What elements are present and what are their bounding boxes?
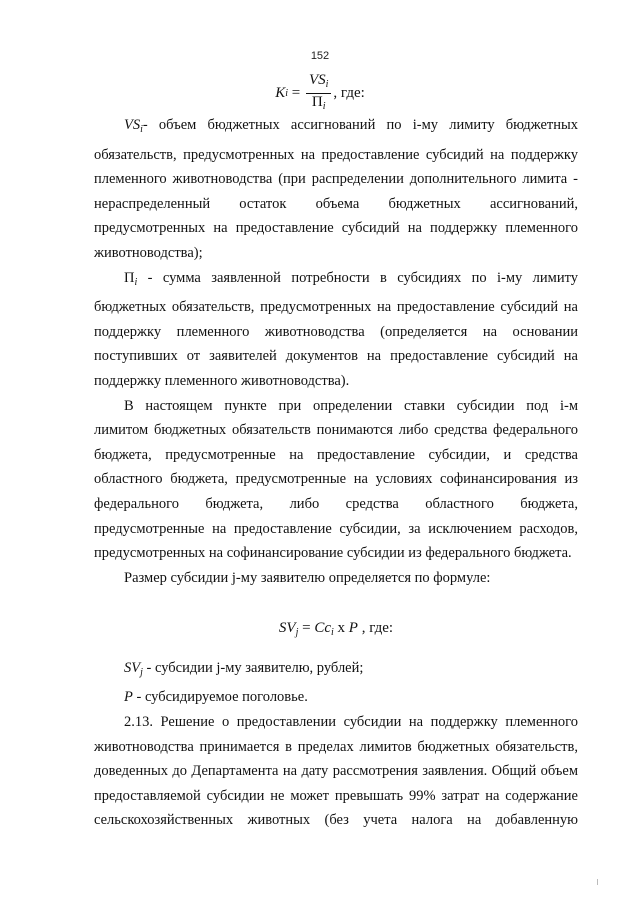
formula-lhs: K (275, 85, 286, 101)
para5-line1: 2.13. Решение о предоставлении субсидии на поддержку племенного (124, 714, 578, 731)
para1-line4: нераспределенный остаток объема бюджетных ассигнований, (94, 195, 578, 212)
para3-line4: областного бюджета, предусмотренные на условиях софинансирования из (94, 471, 578, 488)
para2-line3: поддержку племенного животноводства (определяется на основании (94, 323, 578, 340)
pi-symbol-sub: i (134, 276, 138, 288)
formula-suffix: , где: (333, 85, 365, 101)
para3-line1: В настоящем пункте при определении ставки субсидии под i-м (124, 397, 578, 414)
def-sv-symbol: SV (124, 659, 141, 676)
f2-p: P (348, 620, 358, 637)
denominator-text: Π (311, 94, 323, 110)
para2-line2: бюджетных обязательств, предусмотренных на предоставление субсидий на (94, 299, 578, 316)
formula-numerator (306, 72, 331, 94)
f2-times: x (333, 620, 349, 637)
pi-symbol: Π (124, 269, 135, 286)
para1-line1 (94, 113, 578, 143)
document-body (94, 113, 578, 833)
formula-k-coefficient (0, 72, 640, 115)
scan-mark (597, 879, 598, 885)
numerator-text: VS (308, 72, 326, 88)
denominator-sub: i (322, 101, 326, 112)
f2-suffix: , где: (357, 620, 394, 637)
formula-denominator (312, 94, 326, 115)
f2-eq: = (298, 620, 315, 637)
para5-line3: доведенных до Департамента на дату рассмотрения заявления. Общий объем (94, 763, 578, 780)
vs-symbol-sub: i (140, 124, 143, 135)
para1-text1: - объем бюджетных ассигнований по i-му лимиту бюджетных (142, 117, 578, 133)
def-sv-sub: j (140, 666, 143, 678)
para5-line5: сельскохозяйственных животных (без учета налога на добавленную (94, 812, 578, 829)
para3-line7: предусмотренных на софинансирование субсидии из федерального бюджета. (94, 545, 572, 562)
para5-line4: предоставляемой субсидии не может превышать 99% затрат на содержание (94, 787, 578, 804)
def-p-symbol: P (124, 689, 133, 706)
para3-line3: бюджета, предусмотренные на предоставление субсидии, и средства (94, 446, 578, 463)
para2-line5: поддержку племенного животноводства). (94, 372, 350, 389)
f2-cc-sub: i (331, 627, 334, 639)
para3-line2: лимитом бюджетных обязательств понимаются либо средства федерального (94, 422, 578, 439)
para2-text1: - сумма заявленной потребности в субсидиях по i-му лимиту (137, 269, 578, 286)
formula-lhs-sub: i (285, 88, 288, 99)
para1-line6: животноводства); (94, 244, 203, 261)
numerator-sub: i (325, 79, 329, 90)
def-sv-text: - субсидии j-му заявителю, рублей; (142, 659, 364, 676)
formula-fraction (306, 72, 331, 115)
f2-lhs: SV (278, 620, 296, 637)
def-sv (94, 656, 578, 686)
page-number: 152 (310, 50, 330, 62)
f2-lhs-sub: j (295, 627, 299, 639)
formula-subsidy-size (94, 616, 578, 646)
para2-line1 (94, 266, 578, 296)
vs-symbol: VS (124, 117, 141, 133)
para1-line3: племенного животноводства (при распределении дополнительного лимита - (94, 171, 578, 188)
para5-line2: животноводства принимается в пределах лимитов бюджетных обязательств, (94, 738, 578, 755)
def-p (94, 685, 578, 710)
f2-cc: Cc (314, 620, 331, 637)
para1-line2: обязательств, предусмотренных на предоставление субсидий на поддержку (94, 146, 578, 163)
formula-eq: = (288, 85, 304, 101)
para4-text: Размер субсидии j-му заявителю определяется по формуле: (124, 569, 491, 586)
para3-line5: федерального бюджета, либо средства областного бюджета, (94, 495, 578, 512)
para2-line4: поступивших от заявителей документов на предоставление субсидий на (94, 348, 578, 365)
para3-line6: предусмотренные на предоставление субсидии, за исключением расходов, (94, 520, 578, 537)
def-p-text: - субсидируемое поголовье. (132, 689, 308, 706)
para1-line5: предусмотренных на предоставление субсидий на поддержку племенного (94, 220, 578, 237)
